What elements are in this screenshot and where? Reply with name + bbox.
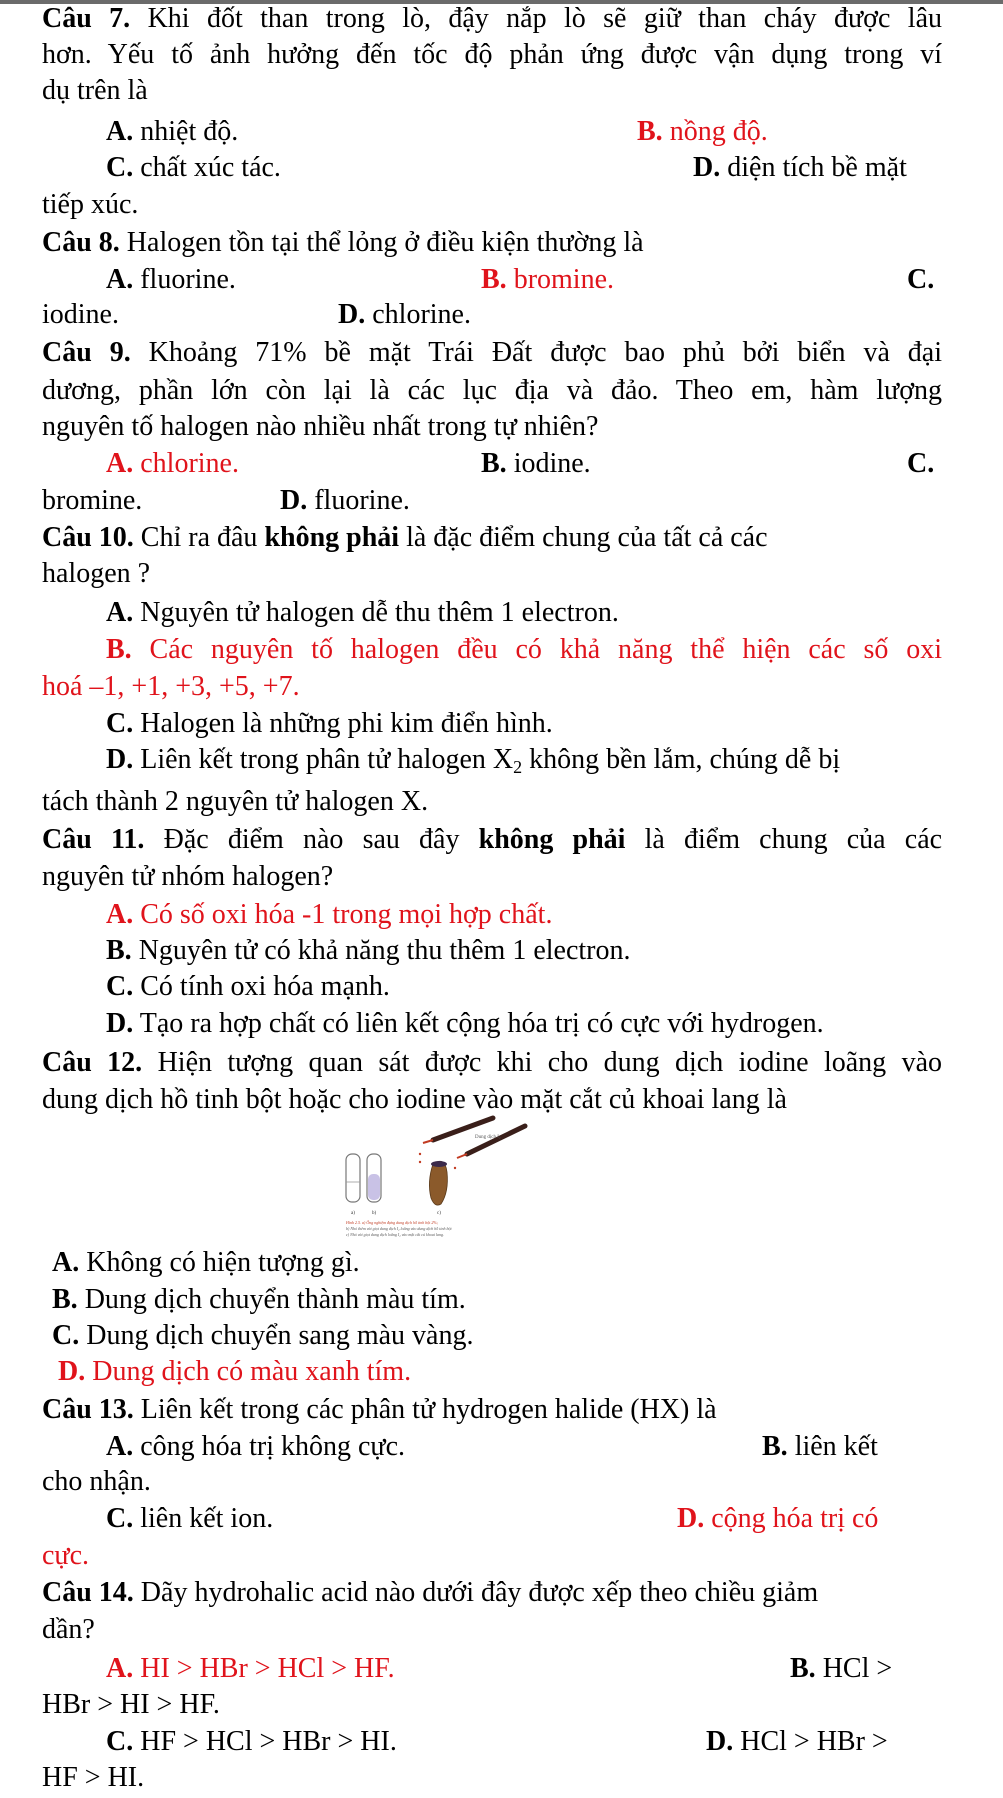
q13-option-d-cont: cực. bbox=[42, 1540, 90, 1571]
q14-line1: Câu 14. Dãy hydrohalic acid nào dưới đây được xếp theo chiều giảm bbox=[42, 1577, 819, 1608]
test-tube-icon bbox=[346, 1154, 360, 1202]
dropper-icon bbox=[457, 1126, 525, 1158]
q8-option-b[interactable]: B. bromine. bbox=[481, 264, 614, 295]
q7-line2: hơn. Yếu tố ảnh hưởng đến tốc độ phản ứng được vận dụng trong ví bbox=[42, 39, 942, 70]
q8-option-c-cont: iodine. bbox=[42, 299, 119, 330]
q12-label: Câu 12. bbox=[42, 1047, 143, 1078]
q10-option-c[interactable]: C. Halogen là những phi kim điển hình. bbox=[106, 708, 553, 739]
q7-option-d-cont: tiếp xúc. bbox=[42, 189, 139, 220]
q11-option-b[interactable]: B. Nguyên tử có khả năng thu thêm 1 electron. bbox=[106, 935, 631, 966]
figure-panel-c-label: c) bbox=[437, 1211, 441, 1216]
q8-line1: Câu 8. Halogen tồn tại thể lỏng ở điều kiện thường là bbox=[42, 227, 644, 258]
q10-label: Câu 10. bbox=[42, 522, 134, 553]
figure-caption-2: b) Nhỏ thêm vài giọt dung dịch I₂ loãng vào dung dịch hồ tinh bột bbox=[346, 1226, 452, 1231]
q7-line1: Câu 7. Khi đốt than trong lò, đậy nắp lò sẽ giữ than cháy được lâu bbox=[42, 3, 943, 34]
figure-caption-1: Hình 2.5. a) Ống nghiệm đựng dung dịch hồ tinh bột 2%; bbox=[346, 1220, 439, 1225]
q14-line2: dần? bbox=[42, 1614, 95, 1645]
q14-option-d-cont: HF > HI. bbox=[42, 1762, 145, 1793]
q9-line2: dương, phần lớn còn lại là các lục địa và đảo. Theo em, hàm lượng bbox=[42, 375, 942, 406]
q7-option-d[interactable]: D. diện tích bề mặt bbox=[693, 152, 907, 183]
q9-option-a[interactable]: A. chlorine. bbox=[106, 448, 239, 479]
q14-option-c[interactable]: C. HF > HCl > HBr > HI. bbox=[106, 1726, 397, 1757]
q12-option-a[interactable]: A. Không có hiện tượng gì. bbox=[52, 1247, 360, 1278]
figure-panel-a-label: a) bbox=[351, 1211, 355, 1216]
q13-label: Câu 13. bbox=[42, 1394, 134, 1425]
q7-option-c[interactable]: C. chất xúc tác. bbox=[106, 152, 281, 183]
q10-option-d-cont: tách thành 2 nguyên tử halogen X. bbox=[42, 786, 429, 817]
q9-line3: nguyên tố halogen nào nhiều nhất trong tự nhiên? bbox=[42, 411, 599, 442]
q8-label: Câu 8. bbox=[42, 227, 120, 258]
sweet-potato-icon bbox=[429, 1161, 447, 1205]
q14-option-d[interactable]: D. HCl > HBr > bbox=[706, 1726, 888, 1757]
q11-option-d[interactable]: D. Tạo ra hợp chất có liên kết cộng hóa trị có cực với hydrogen. bbox=[106, 1008, 824, 1039]
q14-option-b-cont: HBr > HI > HF. bbox=[42, 1689, 220, 1720]
q14-label: Câu 14. bbox=[42, 1577, 134, 1608]
figure-panel-b-label: b) bbox=[372, 1211, 377, 1216]
q13-option-b-cont: cho nhận. bbox=[42, 1466, 151, 1497]
q9-option-c[interactable]: C. bbox=[907, 448, 935, 479]
q13-line1: Câu 13. Liên kết trong các phân tử hydrogen halide (HX) là bbox=[42, 1394, 717, 1425]
q10-line2: halogen ? bbox=[42, 558, 151, 589]
q7-option-a[interactable]: A. nhiệt độ. bbox=[106, 116, 239, 147]
q12-line2: dung dịch hồ tinh bột hoặc cho iodine vào mặt cắt củ khoai lang là bbox=[42, 1084, 787, 1115]
q13-option-b[interactable]: B. liên kết bbox=[762, 1431, 878, 1462]
q13-option-a[interactable]: A. công hóa trị không cực. bbox=[106, 1431, 406, 1462]
q10-line1: Câu 10. Chỉ ra đâu không phải là đặc điểm chung của tất cả các bbox=[42, 522, 768, 553]
q8-option-c[interactable]: C. bbox=[907, 264, 935, 295]
q9-label: Câu 9. bbox=[42, 337, 131, 368]
q11-line2: nguyên tử nhóm halogen? bbox=[42, 861, 334, 892]
q7-line3: dụ trên là bbox=[42, 75, 148, 106]
q7-label: Câu 7. bbox=[42, 3, 131, 34]
q14-option-b[interactable]: B. HCl > bbox=[790, 1653, 893, 1684]
q12-figure bbox=[346, 1112, 630, 1240]
q9-line1: Câu 9. Khoảng 71% bề mặt Trái Đất được bao phủ bởi biển và đại bbox=[42, 337, 943, 368]
q12-line1: Câu 12. Hiện tượng quan sát được khi cho dung dịch iodine loãng vào bbox=[42, 1047, 943, 1078]
dropper-label: Dung dịch I₂ bbox=[475, 1135, 501, 1140]
q10-option-d[interactable]: D. Liên kết trong phân tử halogen $X_2$ không bền lắm, chúng dễ bị bbox=[106, 744, 841, 777]
q13-option-d[interactable]: D. cộng hóa trị có bbox=[677, 1503, 879, 1534]
q9-option-b[interactable]: B. iodine. bbox=[481, 448, 591, 479]
q8-option-a[interactable]: A. fluorine. bbox=[106, 264, 236, 295]
q9-option-c-cont: bromine. bbox=[42, 485, 143, 516]
q8-option-d[interactable]: D. chlorine. bbox=[338, 299, 471, 330]
q12-option-d[interactable]: D. Dung dịch có màu xanh tím. bbox=[58, 1356, 412, 1387]
q9-option-d[interactable]: D. fluorine. bbox=[280, 485, 410, 516]
q12-option-c[interactable]: C. Dung dịch chuyển sang màu vàng. bbox=[52, 1320, 474, 1351]
q14-option-a[interactable]: A. HI > HBr > HCl > HF. bbox=[106, 1653, 395, 1684]
q13-option-c[interactable]: C. liên kết ion. bbox=[106, 1503, 274, 1534]
q10-option-b-cont: hoá –1, +1, +3, +5, +7. bbox=[42, 671, 300, 702]
q11-option-a[interactable]: A. Có số oxi hóa -1 trong mọi hợp chất. bbox=[106, 899, 553, 930]
figure-caption-3: c) Nhỏ vài giọt dung dịch loãng I₂ vào mặt cắt củ khoai lang. bbox=[346, 1232, 445, 1237]
q11-label: Câu 11. bbox=[42, 824, 145, 855]
q11-option-c[interactable]: C. Có tính oxi hóa mạnh. bbox=[106, 971, 390, 1002]
q10-option-a[interactable]: A. Nguyên tử halogen dễ thu thêm 1 electron. bbox=[106, 597, 619, 628]
q10-option-b[interactable]: B. Các nguyên tố halogen đều có khả năng thể hiện các số oxi bbox=[106, 634, 942, 665]
q11-line1: Câu 11. Đặc điểm nào sau đây không phải là điểm chung của các bbox=[42, 824, 943, 855]
q7-option-b[interactable]: B. nồng độ. bbox=[637, 116, 768, 147]
q12-option-b[interactable]: B. Dung dịch chuyển thành màu tím. bbox=[52, 1284, 466, 1315]
